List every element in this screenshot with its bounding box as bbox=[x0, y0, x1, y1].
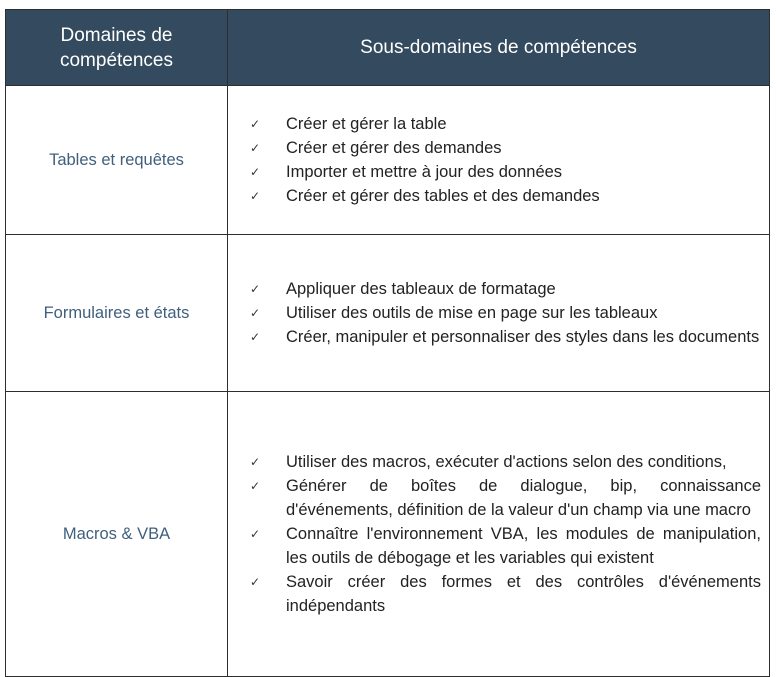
item-text: Appliquer des tableaux de formatage bbox=[286, 280, 556, 298]
check-mark-icon: ✓ bbox=[250, 330, 261, 344]
list-item bbox=[250, 301, 761, 325]
item-text: Créer et gérer des demandes bbox=[286, 139, 502, 157]
check-mark-icon: ✓ bbox=[250, 189, 261, 203]
check-mark-icon: ✓ bbox=[250, 306, 261, 320]
list-item bbox=[250, 112, 761, 136]
list-item bbox=[250, 325, 761, 349]
check-mark-icon: ✓ bbox=[250, 575, 261, 589]
item-text: Générer de boîtes de dialogue, bip, connaissance d'événements, définition de la valeur d'un champ via une macro bbox=[286, 477, 761, 519]
item-text: Savoir créer des formes et des contrôles d'événements indépendants bbox=[286, 573, 761, 615]
subdomain-cell bbox=[228, 392, 770, 677]
subdomain-list bbox=[250, 112, 761, 208]
subdomain-list bbox=[250, 277, 761, 349]
table-row bbox=[6, 392, 770, 677]
check-mark-icon: ✓ bbox=[250, 479, 261, 493]
list-item bbox=[250, 522, 761, 570]
item-text: Créer et gérer des tables et des demandes bbox=[286, 187, 600, 205]
header-sous-domaines: Sous-domaines de compétences bbox=[228, 10, 770, 86]
item-text: Créer, manipuler et personnaliser des styles dans les documents bbox=[286, 328, 760, 346]
list-item bbox=[250, 184, 761, 208]
table-row bbox=[6, 235, 770, 392]
item-text: Utiliser des macros, exécuter d'actions selon des conditions, bbox=[286, 453, 727, 471]
list-item bbox=[250, 450, 761, 474]
list-item bbox=[250, 474, 761, 522]
list-item bbox=[250, 277, 761, 301]
check-mark-icon: ✓ bbox=[250, 282, 261, 296]
domain-tables-requetes: Tables et requêtes bbox=[6, 86, 228, 235]
header-row bbox=[6, 10, 770, 86]
item-text: Utiliser des outils de mise en page sur les tableaux bbox=[286, 304, 658, 322]
item-text: Connaître l'environnement VBA, les modules de manipulation, les outils de débogage et les variables qui existent bbox=[286, 525, 761, 567]
domain-formulaires-etats: Formulaires et états bbox=[6, 235, 228, 392]
subdomain-cell bbox=[228, 235, 770, 392]
table-row bbox=[6, 86, 770, 235]
check-mark-icon: ✓ bbox=[250, 527, 261, 541]
check-mark-icon: ✓ bbox=[250, 141, 261, 155]
list-item bbox=[250, 570, 761, 618]
check-mark-icon: ✓ bbox=[250, 455, 261, 469]
item-text: Créer et gérer la table bbox=[286, 115, 447, 133]
subdomain-list bbox=[250, 450, 761, 618]
subdomain-cell bbox=[228, 86, 770, 235]
competences-table bbox=[5, 9, 770, 677]
check-mark-icon: ✓ bbox=[250, 165, 261, 179]
list-item bbox=[250, 136, 761, 160]
domain-macros-vba: Macros & VBA bbox=[6, 392, 228, 677]
list-item bbox=[250, 160, 761, 184]
item-text: Importer et mettre à jour des données bbox=[286, 163, 563, 181]
check-mark-icon: ✓ bbox=[250, 117, 261, 131]
header-domaines: Domaines de compétences bbox=[6, 10, 228, 86]
